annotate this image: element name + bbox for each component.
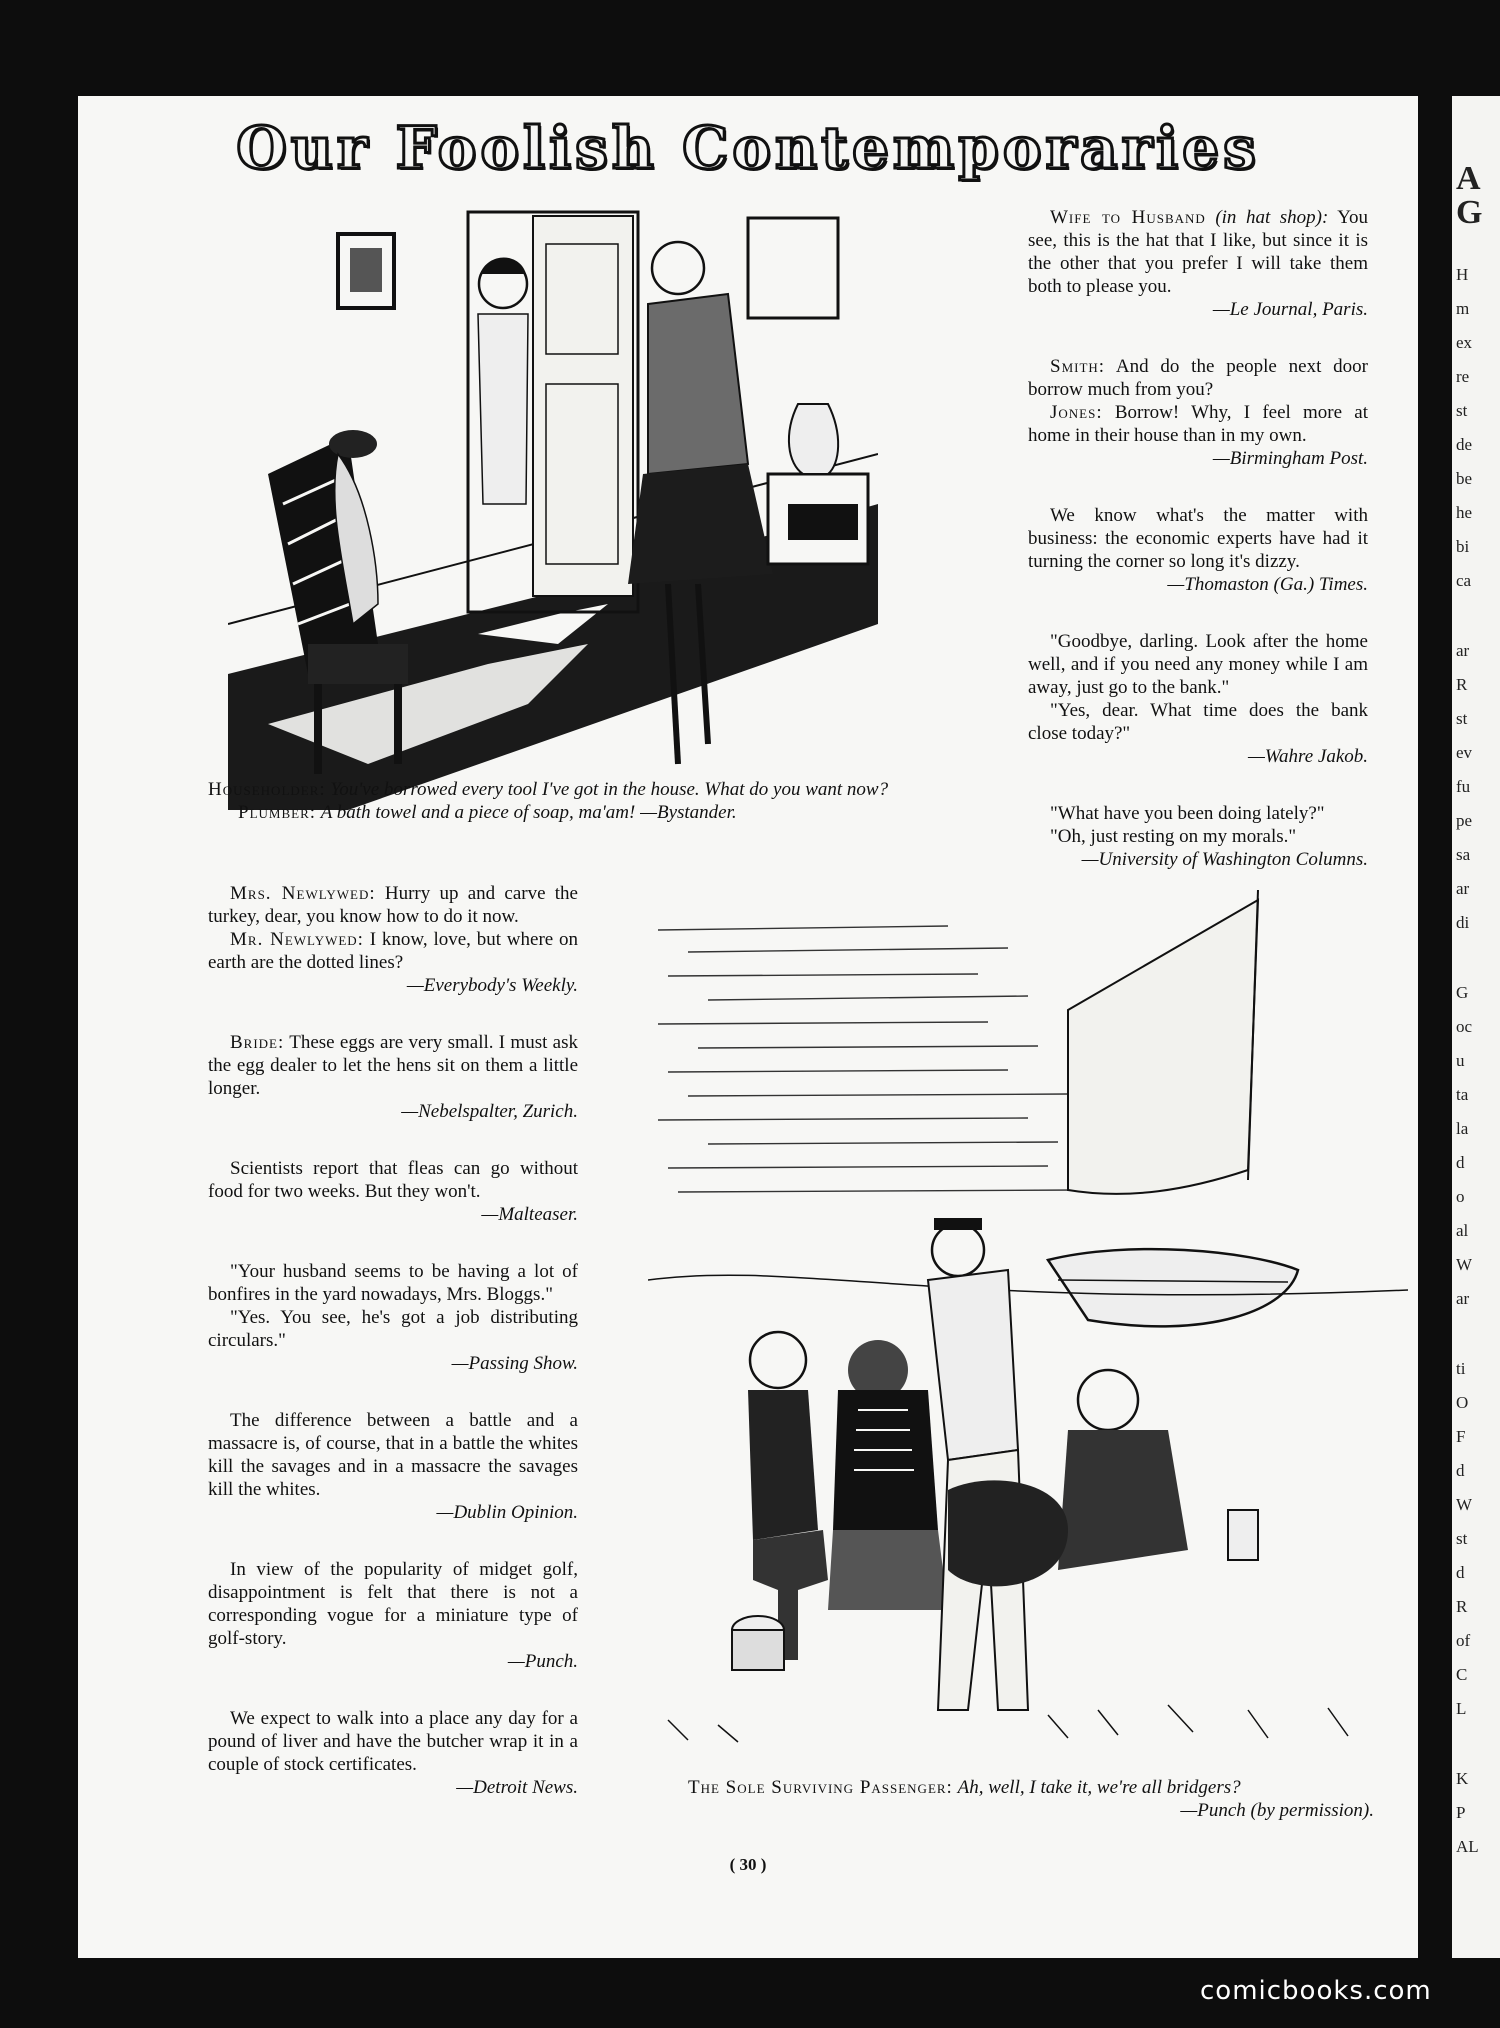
joke-text: We expect to walk into a place any day for a pound of liver and have the butcher wrap it in a couple of stock certificates. (208, 1708, 578, 1775)
joke-golf (208, 1558, 578, 1673)
facing-page-fragment: ev (1456, 743, 1473, 762)
joke-text: You see, this is the hat that I like, but since it is the other that you prefer I will take them both to please you. (1028, 207, 1369, 297)
joke-fleas (208, 1157, 578, 1226)
joke-note: (in hat shop): (1215, 207, 1329, 228)
joke-speaker: Wife to Husband (1050, 207, 1206, 228)
joke-source: —Le Journal, Paris. (1212, 299, 1368, 320)
facing-page-fragment: P (1456, 1803, 1466, 1822)
facing-page-fragment: d (1456, 1563, 1465, 1582)
caption-line: A bath towel and a piece of soap, ma'am! (320, 802, 636, 823)
facing-page-fragment: m (1456, 299, 1470, 318)
joke-source: —Punch. (507, 1651, 578, 1672)
facing-page-fragment: pe (1456, 811, 1473, 830)
facing-page-fragment: st (1456, 709, 1468, 728)
facing-page-fragment: R (1456, 675, 1468, 694)
facing-page-fragment: AL (1456, 1837, 1479, 1856)
joke-source: —Thomaston (Ga.) Times. (1167, 574, 1368, 595)
joke-text: "Yes, dear. What time does the bank close today?" (1028, 700, 1368, 744)
joke-business (1028, 504, 1368, 596)
left-column (208, 882, 578, 1799)
facing-page-fragment: ta (1456, 1085, 1469, 1104)
facing-page-fragment: d (1456, 1153, 1465, 1172)
joke-source: —Detroit News. (456, 1777, 578, 1798)
joke-text: "Yes. You see, he's got a job distributing circulars." (208, 1307, 578, 1351)
caption-line: Ah, well, I take it, we're all bridgers? (957, 1777, 1241, 1798)
joke-source: —Wahre Jakob. (1248, 746, 1368, 767)
facing-page-fragment: H (1456, 265, 1469, 284)
facing-page-fragment: K (1456, 1769, 1469, 1788)
joke-bonfires (208, 1260, 578, 1375)
facing-page-fragment: al (1456, 1221, 1469, 1240)
joke-text: "What have you been doing lately?" (1050, 803, 1325, 824)
facing-page-fragment: ti (1456, 1359, 1466, 1378)
facing-page-fragment: st (1456, 1529, 1468, 1548)
facing-page-fragment: o (1456, 1187, 1465, 1206)
caption-speaker: Householder: (208, 779, 326, 800)
caption-speaker: The Sole Surviving Passenger: (688, 1777, 953, 1798)
joke-text: The difference between a battle and a massacre is, of course, that in a battle the whites kill the savages and in a massacre the savages kill the whites. (208, 1410, 578, 1500)
joke-hat-shop (1028, 206, 1368, 321)
facing-page-fragment: u (1456, 1051, 1465, 1070)
joke-source: —Nebelspalter, Zurich. (401, 1101, 578, 1122)
facing-page-edge (1452, 96, 1500, 1958)
top-illustration-caption (208, 778, 898, 824)
facing-page-fragment: de (1456, 435, 1473, 454)
facing-page-fragment: oc (1456, 1017, 1473, 1036)
facing-page-fragment: ex (1456, 333, 1473, 352)
joke-borrow (1028, 355, 1368, 470)
joke-text: I know, love, but where on earth are the dotted lines? (208, 929, 579, 973)
page-title: Our Foolish Contemporaries (236, 114, 1260, 182)
joke-source: —Dublin Opinion. (436, 1502, 578, 1523)
joke-battle (208, 1409, 578, 1524)
joke-text: Scientists report that fleas can go without food for two weeks. But they won't. (208, 1158, 578, 1202)
facing-page-fragment: di (1456, 913, 1470, 932)
joke-text: "Goodbye, darling. Look after the home well, and if you need any money while I am away, just go to the bank." (1028, 631, 1368, 698)
joke-eggs (208, 1031, 578, 1123)
facing-page-fragment: bi (1456, 537, 1470, 556)
joke-morals (1028, 802, 1368, 871)
joke-speaker: Mr. Newlywed: (230, 929, 364, 950)
joke-text: And do the people next door borrow much from you? (1028, 356, 1368, 400)
joke-text: Borrow! Why, I feel more at home in their house than in my own. (1028, 402, 1368, 446)
facing-page-fragment: W (1456, 1495, 1473, 1514)
facing-page-fragment: G (1456, 983, 1469, 1002)
joke-speaker: Smith: (1050, 356, 1106, 377)
magazine-page (78, 96, 1418, 1958)
right-column (1028, 206, 1368, 905)
facing-page-fragment: ca (1456, 571, 1472, 590)
joke-source: —University of Washington Columns. (1081, 849, 1368, 870)
joke-liver (208, 1707, 578, 1799)
joke-speaker: Bride: (230, 1032, 285, 1053)
joke-text: In view of the popularity of midget golf, disappointment is felt that there is not a corresponding vogue for a miniature type of golf-story. (208, 1559, 578, 1649)
facing-page-fragment: d (1456, 1461, 1465, 1480)
joke-speaker: Jones: (1050, 402, 1103, 423)
facing-page-fragment: la (1456, 1119, 1469, 1138)
caption-source: —Bystander. (640, 802, 737, 823)
facing-page-fragment: ar (1456, 879, 1470, 898)
joke-source: —Everybody's Weekly. (406, 975, 578, 996)
joke-turkey (208, 882, 578, 997)
facing-page-fragment: R (1456, 1597, 1468, 1616)
facing-page-fragment: F (1456, 1427, 1466, 1446)
caption-speaker: Plumber: (238, 802, 317, 823)
bottom-illustration-caption (688, 1776, 1408, 1822)
joke-text: "Oh, just resting on my morals." (1050, 826, 1297, 847)
caption-line: You've borrowed every tool I've got in the house. What do you want now? (330, 779, 889, 800)
facing-page-fragment: W (1456, 1255, 1473, 1274)
facing-page-fragment: he (1456, 503, 1473, 522)
joke-text: "Your husband seems to be having a lot of bonfires in the yard nowadays, Mrs. Bloggs." (208, 1261, 578, 1305)
joke-text: Hurry up and carve the turkey, dear, you know how to do it now. (208, 883, 578, 927)
facing-page-fragment: L (1456, 1699, 1467, 1718)
illustration-shipwreck-survivors (648, 890, 1408, 1754)
watermark: comicbooks.com (1200, 1976, 1432, 2006)
joke-text: We know what's the matter with business: the economic experts have had it turning the corner so long it's dizzy. (1028, 505, 1368, 572)
joke-source: —Malteaser. (481, 1204, 578, 1225)
caption-source: —Punch (by permission). (1180, 1800, 1374, 1821)
facing-page-fragment: G (1456, 194, 1483, 231)
joke-source: —Passing Show. (451, 1353, 578, 1374)
facing-page-fragment: C (1456, 1665, 1468, 1684)
facing-page-fragment: of (1456, 1631, 1471, 1650)
facing-page-fragment: sa (1456, 845, 1471, 864)
facing-page-fragment: fu (1456, 777, 1471, 796)
facing-page-fragment: O (1456, 1393, 1469, 1412)
joke-source: —Birmingham Post. (1212, 448, 1368, 469)
facing-page-fragment: A (1456, 160, 1481, 197)
facing-page-fragment: st (1456, 401, 1468, 420)
facing-page-fragment: ar (1456, 641, 1470, 660)
facing-page-fragment: ar (1456, 1289, 1470, 1308)
facing-page-fragment: re (1456, 367, 1470, 386)
joke-speaker: Mrs. Newlywed: (230, 883, 376, 904)
page-number: ( 30 ) (729, 1855, 767, 1874)
facing-page-fragment: be (1456, 469, 1473, 488)
illustration-householder-plumber (228, 204, 878, 810)
joke-bank (1028, 630, 1368, 768)
joke-text: These eggs are very small. I must ask the egg dealer to let the hens sit on them a little longer. (208, 1032, 578, 1099)
